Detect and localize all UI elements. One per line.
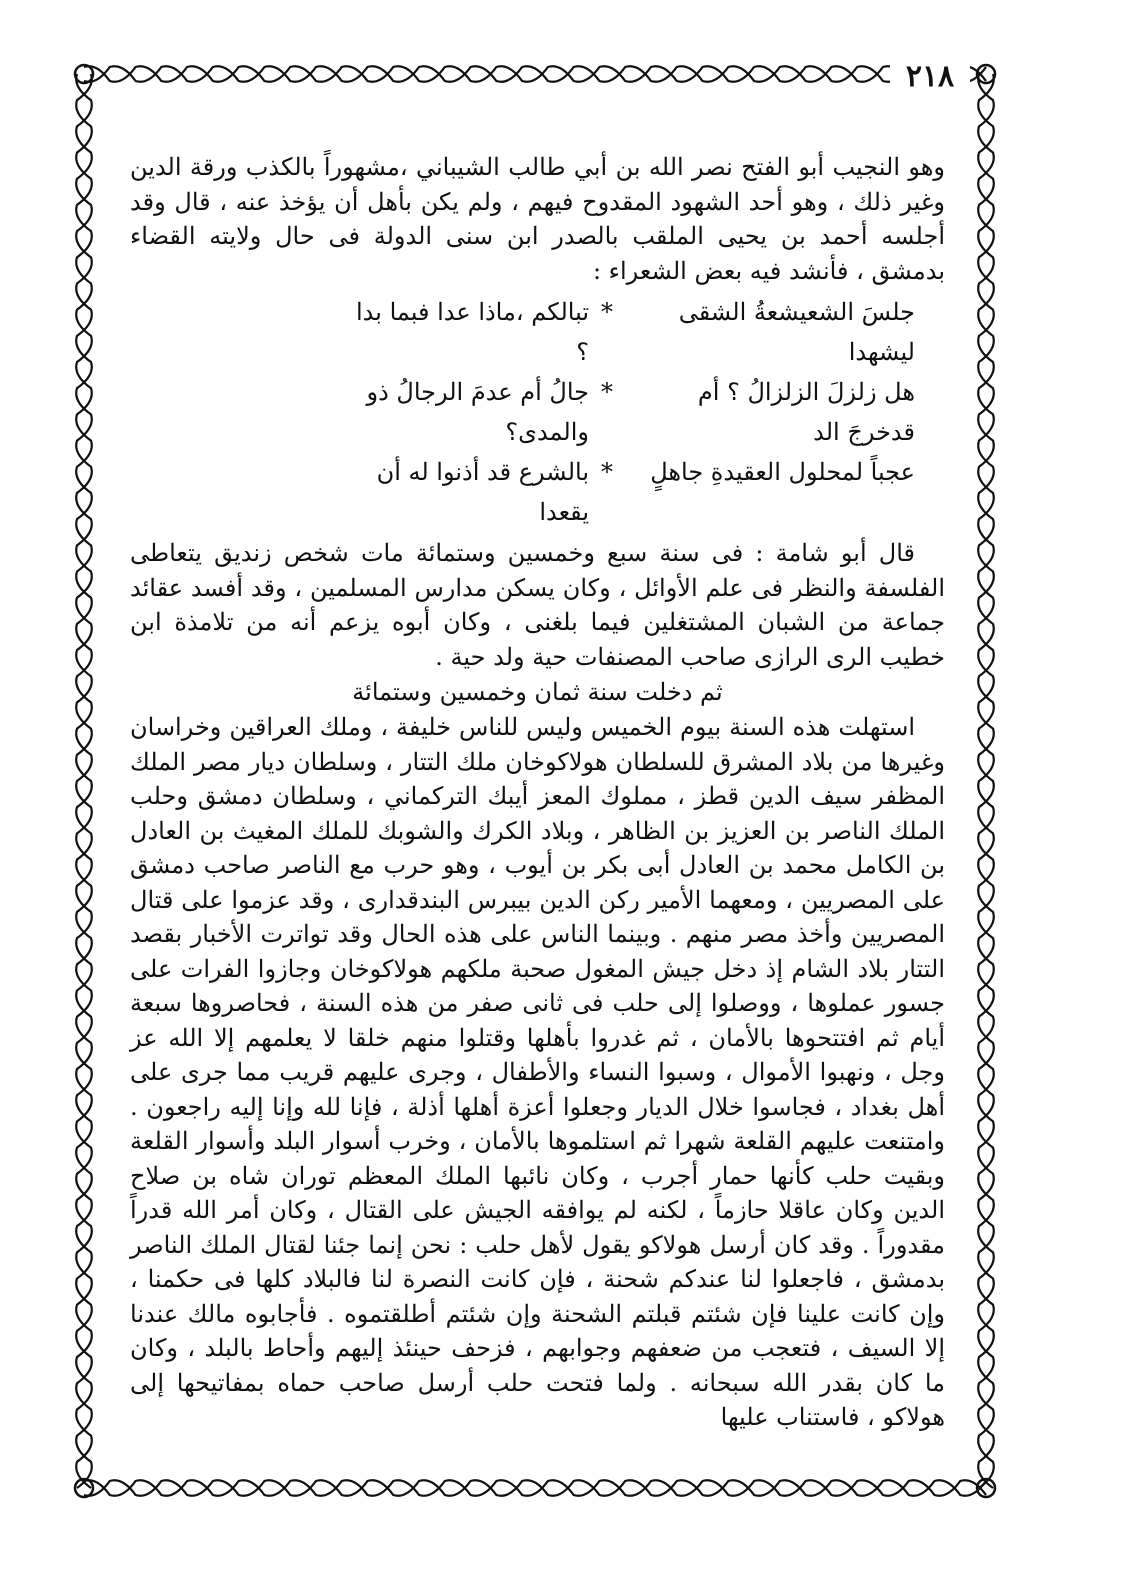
page-body [130,150,945,1435]
verse-1 [130,292,915,372]
verse-separator: * [601,298,613,326]
paragraph-3: استهلت هذه السنة بيوم الخميس وليس للناس خليفة ، وملك العراقين وخراسان وغيرها من بلاد المشرق للسلطان هولاكوخان ملك التتار ، وسلطان ديار مصر الملك المظفر سيف الدين قطز ، مملوك المعز أيبك التركماني ، وسلطان دمشق وحلب الملك الناصر بن العزيز بن الظاهر ، وبلاد الكرك والشوبك للملك المغيث بن العادل بن الكامل محمد بن العادل أبى بكر بن أيوب ، وهو حرب مع الناصر صاحب دمشق على المصريين ، ومعهما الأمير ركن الدين بيبرس البندقدارى ، وقد عزموا على قتال المصريين وأخذ مصر منهم . وبينما الناس على هذه الحال وقد تواترت الأخبار بقصد التتار بلاد الشام إذ دخل جيش المغول صحبة ملكهم هولاكوخان وجازوا الفرات على جسور عملوها ، ووصلوا إلى حلب فى ثانى صفر من هذه السنة ، فحاصروها سبعة أيام ثم افتتحوها بالأمان ، ثم غدروا بأهلها وقتلوا منهم خلقا لا يعلمهم إلا الله عز وجل ، ونهبوا الأموال ، وسبوا النساء والأطفال ، وجرى عليهم قريب مما جرى على أهل بغداد ، فجاسوا خلال الديار وجعلوا أعزة أهلها أذلة ، فإنا لله وإنا إليه راجعون . وامتنعت عليهم القلعة شهرا ثم استلموها بالأمان ، وخرب أسوار البلد وأسوار القلعة وبقيت حلب كأنها حمار أجرب ، وكان نائبها الملك المعظم توران شاه بن صلاح الدين وكان عاقلا حازماً ، لكنه لم يوافقه الجيش على القتال ، وكان أمر الله قدراً مقدوراً . وقد كان أرسل هولاكو يقول لأهل حلب : نحن إنما جئنا لقتال الملك الناصر بدمشق ، فاجعلوا لنا عندكم شحنة ، فإن كانت النصرة لنا فالبلاد كلها فى حكمنا ، وإن كانت علينا فإن شئتم قبلتم الشحنة وإن شئتم أطلقتموه . فأجابوه مالك عندنا إلا السيف ، فتعجب من ضعفهم وجوابهم ، فزحف حينئذ إليهم وأحاط بالبلد ، وكان ما كان بقدر الله سبحانه . ولما فتحت حلب أرسل صاحب حماه بمفاتيحها إلى هولاكو ، فاستناب عليها [130,713,946,1431]
paragraph-1: وهو النجيب أبو الفتح نصر الله بن أبي طالب الشيباني ،مشهوراً بالكذب ورقة الدين وغير ذلك ، وهو أحد الشهود المقدوح فيهم ، ولم يكن بأهل أن يؤخذ عنه ، قال وقد أجلسه أحمد بن يحيى الملقب بالصدر ابن سنى الدولة فى حال ولايته القضاء بدمشق ، فأنشد فيه بعض الشعراء : [130,153,945,285]
paragraph-2: قال أبو شامة : فى سنة سبع وخمسين وستمائة مات شخص زنديق يتعاطى الفلسفة والنظر فى علم الأوائل ، وكان يسكن مدارس المسلمين ، وقد أفسد عقائد جماعة من الشبان المشتغلين فيما بلغنى ، وكان أبوه يزعم أنه من تلامذة ابن خطيب الرى الرازى صاحب المصنفات حية ولد حية . [130,539,945,671]
verse-3 [130,452,915,532]
poem [130,292,915,532]
scan-speck [1012,648,1030,674]
verse-1-first-hemistich: جلسَ الشعيشعةُ الشقى ليشهدا [678,298,915,366]
verse-1-second-hemistich: تبالكم ،ماذا عدا فبما بدا ؟ [356,298,589,366]
verse-separator: * [601,458,613,486]
border-corner-knot [75,65,93,83]
verse-2-first-hemistich: هل زلزلَ الزلزالُ ؟ أم قدخرجَ الد [697,378,915,446]
verse-2-second-hemistich: جالُ أم عدمَ الرجالُ ذو والمدى؟ [366,378,589,446]
section-heading: ثم دخلت سنة ثمان وخمسين وستمائة [352,678,723,706]
verse-2 [130,372,915,452]
verse-separator: * [601,378,613,406]
page-number: ٢١٨ [890,62,970,92]
verse-3-second-hemistich: بالشرع قد أذنوا له أن يقعدا [376,458,589,526]
verse-3-first-hemistich: عجباً لمحلول العقيدةِ جاهلٍ [650,458,915,486]
